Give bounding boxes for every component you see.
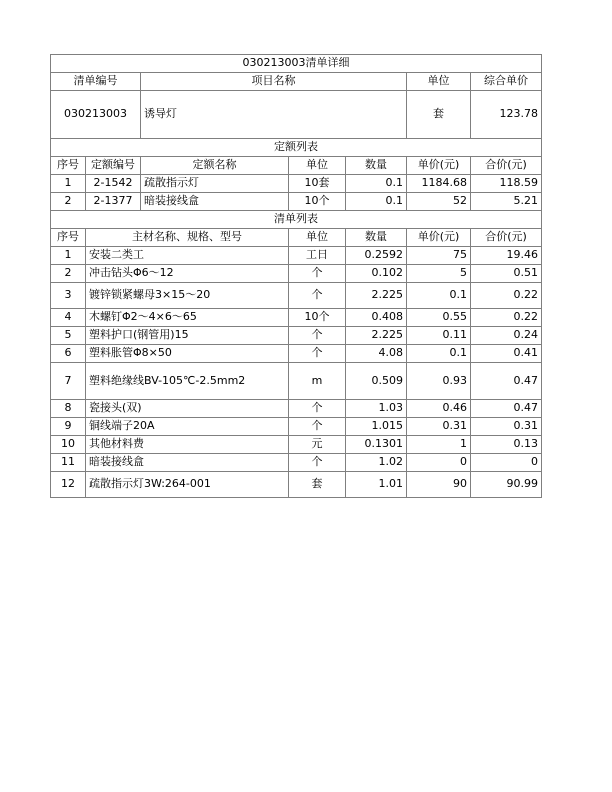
material-unit: 10个 (289, 309, 346, 327)
materials-col-no: 序号 (51, 229, 86, 247)
materials-col-price: 单价(元) (407, 229, 471, 247)
material-price: 90 (407, 472, 471, 498)
quota-code: 2-1542 (86, 175, 141, 193)
quota-code: 2-1377 (86, 193, 141, 211)
material-qty: 0.1301 (346, 436, 407, 454)
material-total: 0 (471, 454, 542, 472)
material-unit: m (289, 363, 346, 400)
material-qty: 0.102 (346, 265, 407, 283)
material-name: 铜线端子20A (86, 418, 289, 436)
quota-name: 暗装接线盒 (141, 193, 289, 211)
quota-qty: 0.1 (346, 175, 407, 193)
material-qty: 1.03 (346, 400, 407, 418)
code-header: 清单编号 (51, 73, 141, 91)
quota-col-no: 序号 (51, 157, 86, 175)
material-no: 11 (51, 454, 86, 472)
material-qty: 2.225 (346, 327, 407, 345)
quota-col-unit: 单位 (289, 157, 346, 175)
material-unit: 工日 (289, 247, 346, 265)
material-no: 8 (51, 400, 86, 418)
material-no: 5 (51, 327, 86, 345)
material-no: 9 (51, 418, 86, 436)
materials-col-unit: 单位 (289, 229, 346, 247)
quota-col-name: 定额名称 (141, 157, 289, 175)
material-row (51, 472, 542, 498)
quota-row (51, 193, 542, 211)
material-total: 0.22 (471, 309, 542, 327)
material-total: 0.24 (471, 327, 542, 345)
material-no: 1 (51, 247, 86, 265)
material-qty: 0.509 (346, 363, 407, 400)
material-no: 12 (51, 472, 86, 498)
quota-col-total: 合价(元) (471, 157, 542, 175)
table-title: 030213003清单详细 (51, 55, 542, 73)
quota-qty: 0.1 (346, 193, 407, 211)
material-no: 2 (51, 265, 86, 283)
material-price: 0.11 (407, 327, 471, 345)
material-unit: 个 (289, 418, 346, 436)
material-total: 0.47 (471, 363, 542, 400)
material-unit: 个 (289, 454, 346, 472)
material-price: 0.55 (407, 309, 471, 327)
material-unit: 个 (289, 345, 346, 363)
material-name: 镀锌锁紧螺母3×15～20 (86, 283, 289, 309)
quota-total: 5.21 (471, 193, 542, 211)
material-row (51, 454, 542, 472)
material-no: 10 (51, 436, 86, 454)
material-price: 0.31 (407, 418, 471, 436)
material-name: 疏散指示灯3W:264-001 (86, 472, 289, 498)
material-total: 90.99 (471, 472, 542, 498)
material-total: 0.47 (471, 400, 542, 418)
material-total: 0.31 (471, 418, 542, 436)
material-unit: 个 (289, 327, 346, 345)
material-qty: 1.015 (346, 418, 407, 436)
materials-col-qty: 数量 (346, 229, 407, 247)
material-qty: 4.08 (346, 345, 407, 363)
material-unit: 个 (289, 265, 346, 283)
material-price: 0.93 (407, 363, 471, 400)
quota-no: 2 (51, 193, 86, 211)
material-qty: 0.2592 (346, 247, 407, 265)
item-name: 诱导灯 (141, 91, 407, 139)
quota-price: 1184.68 (407, 175, 471, 193)
material-total: 0.51 (471, 265, 542, 283)
material-row (51, 400, 542, 418)
material-row (51, 327, 542, 345)
material-price: 5 (407, 265, 471, 283)
material-total: 19.46 (471, 247, 542, 265)
material-row (51, 309, 542, 327)
name-header: 项目名称 (141, 73, 407, 91)
material-total: 0.41 (471, 345, 542, 363)
quota-total: 118.59 (471, 175, 542, 193)
material-name: 木螺钉Φ2～4×6～65 (86, 309, 289, 327)
quota-name: 疏散指示灯 (141, 175, 289, 193)
material-row (51, 436, 542, 454)
material-name: 安装二类工 (86, 247, 289, 265)
price-header: 综合单价 (471, 73, 542, 91)
material-no: 3 (51, 283, 86, 309)
bill-detail-table (50, 54, 542, 498)
material-no: 4 (51, 309, 86, 327)
material-unit: 元 (289, 436, 346, 454)
materials-section-title: 清单列表 (51, 211, 542, 229)
material-price: 75 (407, 247, 471, 265)
material-unit: 个 (289, 400, 346, 418)
material-price: 0.46 (407, 400, 471, 418)
material-price: 0 (407, 454, 471, 472)
item-unit: 套 (407, 91, 471, 139)
quota-col-price: 单价(元) (407, 157, 471, 175)
material-row (51, 345, 542, 363)
material-total: 0.22 (471, 283, 542, 309)
quota-col-code: 定额编号 (86, 157, 141, 175)
material-qty: 1.02 (346, 454, 407, 472)
material-qty: 1.01 (346, 472, 407, 498)
material-row (51, 283, 542, 309)
material-name: 瓷接头(双) (86, 400, 289, 418)
material-name: 塑料胀管Φ8×50 (86, 345, 289, 363)
material-name: 暗装接线盒 (86, 454, 289, 472)
quota-price: 52 (407, 193, 471, 211)
material-no: 7 (51, 363, 86, 400)
material-unit: 个 (289, 283, 346, 309)
item-code: 030213003 (51, 91, 141, 139)
quota-unit: 10个 (289, 193, 346, 211)
material-price: 1 (407, 436, 471, 454)
material-qty: 0.408 (346, 309, 407, 327)
quota-unit: 10套 (289, 175, 346, 193)
material-row (51, 363, 542, 400)
unit-header: 单位 (407, 73, 471, 91)
quota-section-title: 定额列表 (51, 139, 542, 157)
material-name: 其他材料费 (86, 436, 289, 454)
materials-col-total: 合价(元) (471, 229, 542, 247)
material-name: 塑料护口(钢管用)15 (86, 327, 289, 345)
material-no: 6 (51, 345, 86, 363)
material-row (51, 247, 542, 265)
material-name: 冲击钻头Φ6～12 (86, 265, 289, 283)
item-price: 123.78 (471, 91, 542, 139)
material-row (51, 418, 542, 436)
material-unit: 套 (289, 472, 346, 498)
material-qty: 2.225 (346, 283, 407, 309)
material-price: 0.1 (407, 345, 471, 363)
quota-no: 1 (51, 175, 86, 193)
quota-col-qty: 数量 (346, 157, 407, 175)
materials-col-name: 主材名称、规格、型号 (86, 229, 289, 247)
material-name: 塑料绝缘线BV-105℃-2.5mm2 (86, 363, 289, 400)
material-total: 0.13 (471, 436, 542, 454)
material-row (51, 265, 542, 283)
quota-row (51, 175, 542, 193)
material-price: 0.1 (407, 283, 471, 309)
